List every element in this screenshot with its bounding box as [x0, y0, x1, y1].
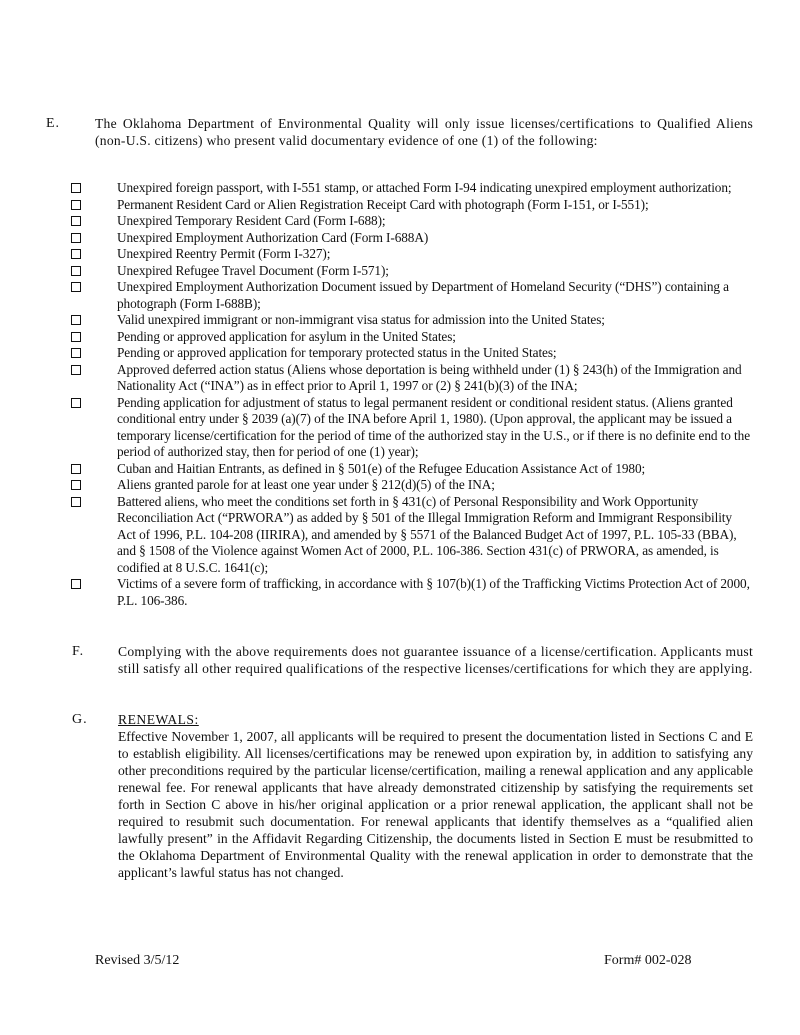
list-item [70, 230, 770, 247]
checkbox-icon[interactable] [71, 200, 81, 210]
checkbox-icon[interactable] [71, 332, 81, 342]
list-item [70, 461, 770, 478]
checkbox-icon[interactable] [71, 233, 81, 243]
checkbox-icon[interactable] [71, 480, 81, 490]
section-g-body [118, 711, 753, 881]
section-f-text: Complying with the above requirements does not guarantee issuance of a license/certification. Applicants must still satisfy all other required qualifications of the respective licenses/certifications for which they are applying. [118, 644, 753, 676]
list-item-text: Unexpired Refugee Travel Document (Form I-571); [117, 262, 389, 278]
checkbox-icon[interactable] [71, 464, 81, 474]
list-item [70, 263, 770, 280]
checkbox-icon[interactable] [71, 315, 81, 325]
list-item [70, 345, 770, 362]
list-item-text: Permanent Resident Card or Alien Registration Receipt Card with photograph (Form I-151, or I-551); [117, 196, 649, 212]
list-item-text: Battered aliens, who meet the conditions set forth in § 431(c) of Personal Responsibility and Work Opportunity Reconciliation Act (“PRWORA”) as added by § 501 of the Illegal Immigration Reform and Immigrant Responsibility Act of 1996, P.L. 104-208 (IIRIRA), and amended by § 5571 of the Balanced Budget Act of 1997, P.L. 105-33 (BBA), and § 1508 of the Violence against Women Act of 2000, P.L. 106-386. Section 431(c) of PRWORA, as amended, is codified at 8 U.S.C. 1641(c); [117, 493, 737, 575]
qualified-alien-document-list [70, 180, 770, 609]
section-e-letter: E. [46, 116, 61, 131]
section-e-intro: The Oklahoma Department of Environmental Quality will only issue licenses/certifications to Qualified Aliens (non-U.S. citizens) who present valid documentary evidence of one (1) of the following: [95, 116, 753, 148]
section-g-heading: RENEWALS: [118, 712, 199, 727]
list-item [70, 197, 770, 214]
checkbox-icon[interactable] [71, 266, 81, 276]
list-item-text: Unexpired Employment Authorization Document issued by Department of Homeland Security (“DHS”) containing a photograph (Form I-688B); [117, 279, 729, 311]
list-item [70, 246, 770, 263]
section-g-letter: G. [72, 712, 88, 727]
form-number: Form# 002-028 [604, 953, 692, 968]
list-item [70, 395, 770, 461]
list-item-text: Unexpired Employment Authorization Card (Form I-688A) [117, 229, 429, 245]
list-item-text: Unexpired foreign passport, with I-551 stamp, or attached Form I-94 indicating unexpired employment authorization; [117, 180, 732, 195]
checkbox-icon[interactable] [71, 216, 81, 226]
list-item [70, 362, 770, 395]
list-item [70, 477, 770, 494]
list-item-text: Pending application for adjustment of status to legal permanent resident or conditional resident status. (Aliens granted conditional entry under § 2039 (a)(7) of the INA before April 1, 1980). (Upon approval, the applicant may be issued a temporary license/certification for the period of time of the authorized stay in the U.S., or if there is no definite end to the period of authorized stay, then for period of one (1) year); [117, 394, 750, 459]
list-item-text: Approved deferred action status (Aliens whose deportation is being withheld under (1) § 243(h) of the Immigration and Nationality Act (“INA”) as in effect prior to April 1, 1997 or (2) § 241(b)(3) of the INA; [117, 361, 742, 393]
section-f-letter: F. [72, 644, 85, 659]
list-item [70, 279, 770, 312]
checkbox-icon[interactable] [71, 497, 81, 507]
list-item [70, 329, 770, 346]
list-item-text: Pending or approved application for asylum in the United States; [117, 328, 456, 344]
list-item-text: Unexpired Reentry Permit (Form I-327); [117, 246, 331, 261]
list-item [70, 213, 770, 230]
list-item [70, 576, 770, 609]
list-item [70, 494, 770, 577]
checkbox-icon[interactable] [71, 348, 81, 358]
list-item-text: Unexpired Temporary Resident Card (Form I-688); [117, 213, 386, 228]
checkbox-icon[interactable] [71, 365, 81, 375]
checkbox-icon[interactable] [71, 183, 81, 193]
checkbox-icon[interactable] [71, 398, 81, 408]
list-item-text: Aliens granted parole for at least one year under § 212(d)(5) of the INA; [117, 477, 495, 492]
checkbox-icon[interactable] [71, 249, 81, 259]
checkbox-icon[interactable] [71, 579, 81, 589]
revision-date: Revised 3/5/12 [95, 953, 180, 968]
list-item-text: Cuban and Haitian Entrants, as defined in § 501(e) of the Refugee Education Assistance Act of 1980; [117, 460, 646, 476]
list-item [70, 312, 770, 329]
list-item-text: Valid unexpired immigrant or non-immigrant visa status for admission into the United States; [117, 312, 605, 327]
list-item-text: Victims of a severe form of trafficking, in accordance with § 107(b)(1) of the Trafficking Victims Protection Act of 2000, P.L. 106-386. [117, 576, 750, 608]
list-item [70, 180, 770, 197]
checkbox-icon[interactable] [71, 282, 81, 292]
list-item-text: Pending or approved application for temporary protected status in the United States; [117, 345, 557, 360]
section-g-text: Effective November 1, 2007, all applicants will be required to present the documentation listed in Sections C and E to establish eligibility. All licenses/certifications may be renewed upon expiration by, in addition to satisfying any other preconditions required by the particular license/certification, mailing a renewal application and any applicable renewal fee. For renewal applicants that have already demonstrated citizenship by satisfying the requirements set forth in Section C above in his/her original application or a prior renewal application, the applicant shall not be required to resubmit such documentation. For renewal applicants that identify themselves as a “qualified alien lawfully present” in the Affidavit Regarding Citizenship, the documents listed in Section E must be resubmitted to the Oklahoma Department of Environmental Quality with the renewal application in order to demonstrate that the applicant’s lawful status has not changed. [118, 729, 753, 880]
